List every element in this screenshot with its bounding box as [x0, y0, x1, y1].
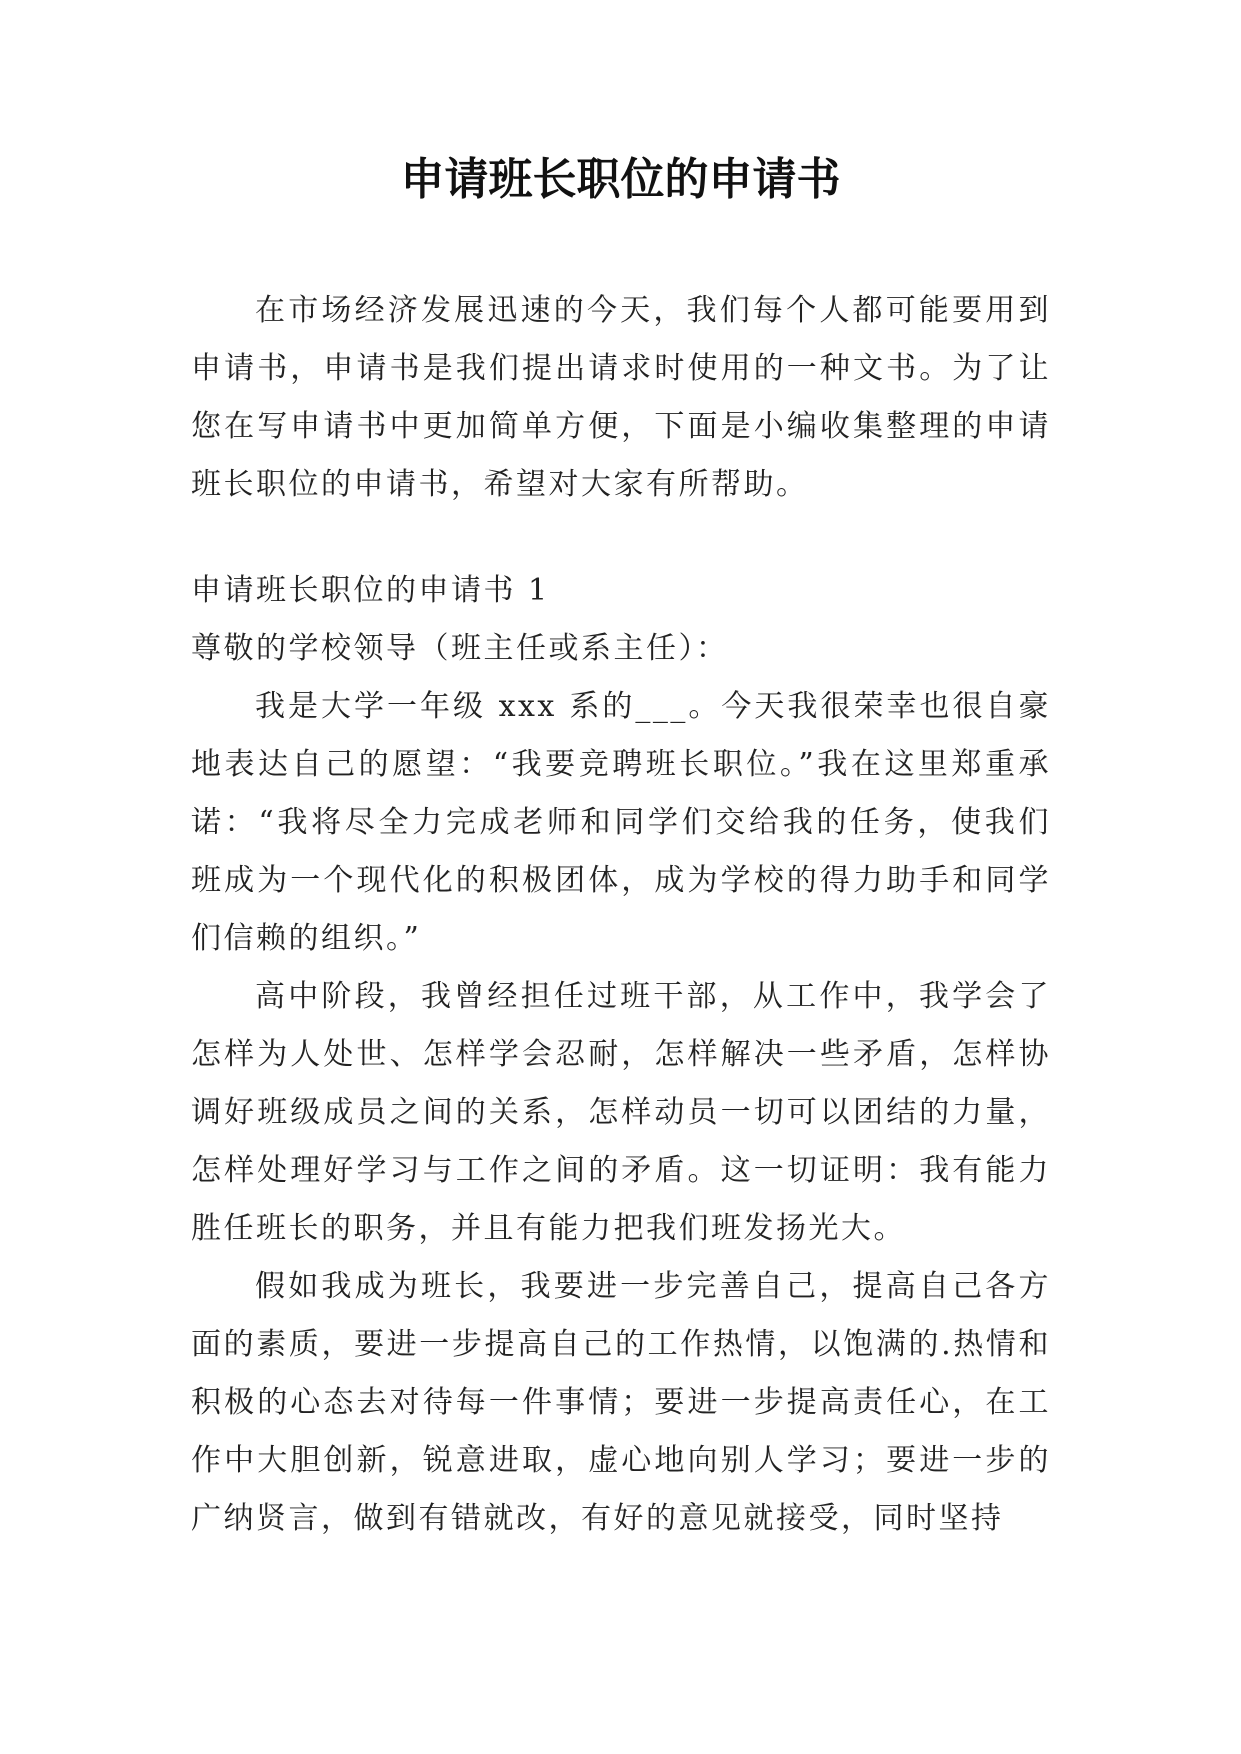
document-title: 申请班长职位的申请书: [400, 154, 841, 205]
body-paragraph-1: 我是大学一年级 xxx 系的___。今天我很荣幸也很自豪地表达自己的愿望：“我要竞聘班长职位。”我在这里郑重承诺：“我将尽全力完成老师和同学们交给我的任务，使我们班成为一个现代化的积极团体，成为学校的得力助手和同学们信赖的组织。”: [191, 689, 1051, 956]
salutation: 尊敬的学校领导（班主任或系主任）：: [191, 631, 729, 666]
body-paragraph-2: 高中阶段，我曾经担任过班干部，从工作中，我学会了怎样为人处世、怎样学会忍耐，怎样解决一些矛盾，怎样协调好班级成员之间的关系，怎样动员一切可以团结的力量，怎样处理好学习与工作之间的矛盾。这一切证明：我有能力胜任班长的职务，并且有能力把我们班发扬光大。: [191, 979, 1051, 1246]
document-body: [191, 282, 1051, 1548]
paragraph-spacer: [191, 514, 1051, 562]
body-paragraph-3: 假如我成为班长，我要进一步完善自己，提高自己各方面的素质，要进一步提高自己的工作热情，以饱满的.热情和积极的心态去对待每一件事情；要进一步提高责任心，在工作中大胆创新，锐意进取，虚心地向别人学习；要进一步的广纳贤言，做到有错就改，有好的意见就接受，同时坚持: [191, 1269, 1051, 1536]
section-heading: 申请班长职位的申请书 1: [191, 573, 550, 608]
intro-paragraph: 在市场经济发展迅速的今天，我们每个人都可能要用到申请书，申请书是我们提出请求时使用的一种文书。为了让您在写申请书中更加简单方便，下面是小编收集整理的申请班长职位的申请书，希望对大家有所帮助。: [191, 293, 1051, 502]
